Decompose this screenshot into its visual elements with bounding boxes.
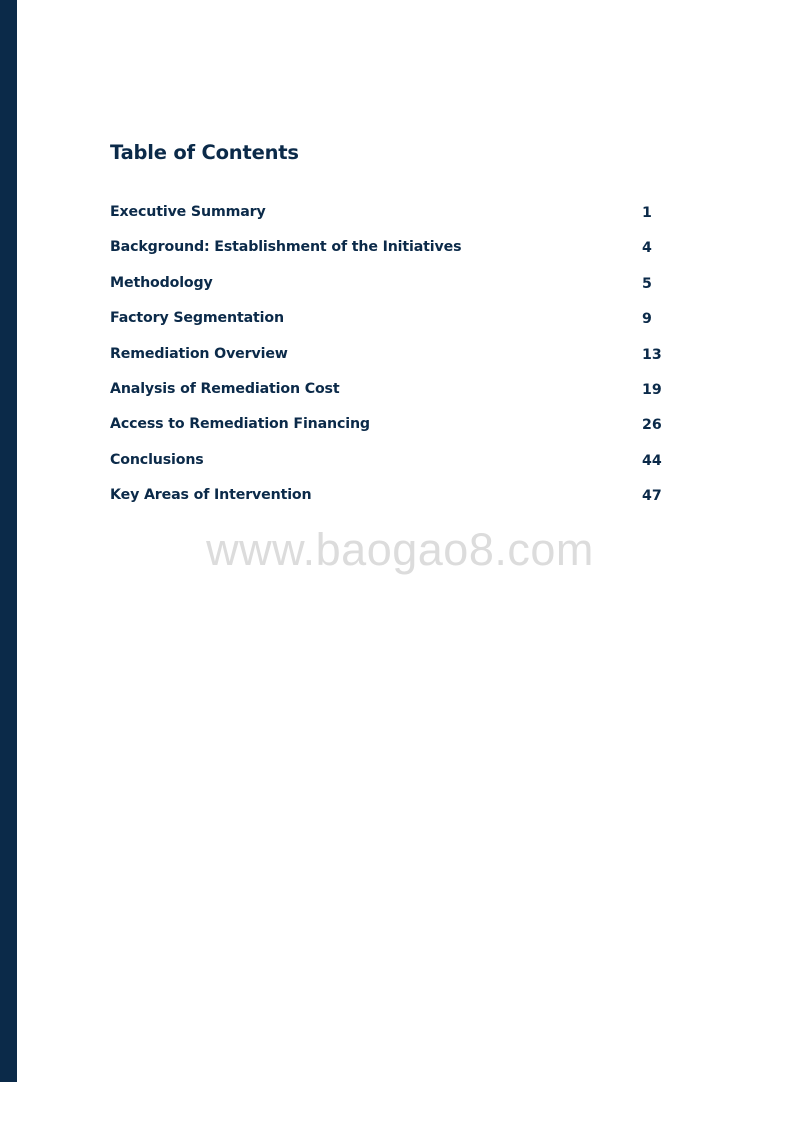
toc-entry-conclusions[interactable] <box>110 452 670 487</box>
toc-entry-label: Conclusions <box>110 451 204 468</box>
toc-entry-page-number: 44 <box>642 452 662 469</box>
toc-entry-page-number: 9 <box>642 311 652 328</box>
toc-entry-key-areas[interactable] <box>110 487 670 522</box>
toc-entry-page-number: 19 <box>642 381 662 398</box>
toc-entry-remediation-overview[interactable] <box>110 346 670 381</box>
toc-entry-page-number: 13 <box>642 346 662 363</box>
toc-entry-label: Background: Establishment of the Initiatives <box>110 239 462 256</box>
toc-entry-remediation-cost[interactable] <box>110 381 670 416</box>
table-of-contents <box>110 204 670 523</box>
toc-entry-page-number: 5 <box>642 275 652 292</box>
toc-entry-page-number: 1 <box>642 205 652 221</box>
toc-entry-label: Methodology <box>110 274 213 291</box>
toc-entry-label: Executive Summary <box>110 204 266 220</box>
toc-entry-page-number: 47 <box>642 488 662 505</box>
toc-entry-page-number: 4 <box>642 240 652 257</box>
toc-entry-factory-segmentation[interactable] <box>110 310 670 345</box>
toc-entry-background[interactable] <box>110 239 670 274</box>
toc-entry-remediation-financing[interactable] <box>110 416 670 451</box>
toc-entry-methodology[interactable] <box>110 275 670 310</box>
toc-entry-executive-summary[interactable] <box>110 204 670 239</box>
toc-entry-label: Analysis of Remediation Cost <box>110 380 340 397</box>
page-title: Table of Contents <box>110 141 299 164</box>
toc-entry-label: Key Areas of Intervention <box>110 487 312 504</box>
toc-entry-label: Remediation Overview <box>110 345 288 362</box>
toc-entry-label: Factory Segmentation <box>110 310 284 327</box>
toc-entry-page-number: 26 <box>642 417 662 434</box>
watermark-text: www.baogao8.com <box>206 524 594 575</box>
toc-entry-label: Access to Remediation Financing <box>110 416 370 433</box>
